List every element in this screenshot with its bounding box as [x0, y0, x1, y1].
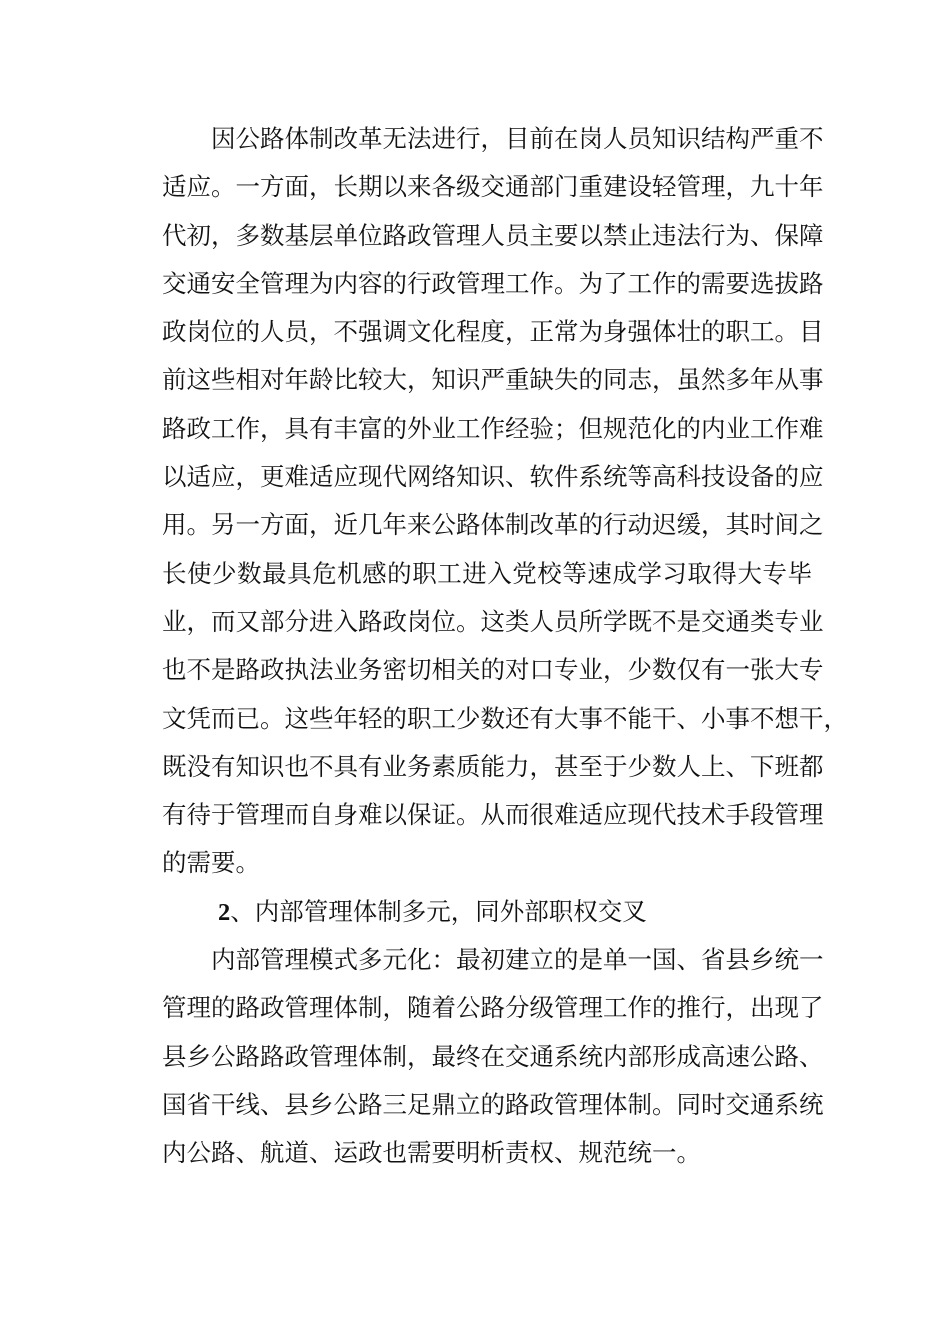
document-body [162, 115, 848, 1178]
paragraph-line: 既没有知识也不具有业务素质能力，甚至于少数人上、下班都 [162, 751, 824, 781]
paragraph-line: 内公路、航道、运政也需要明析责权、规范统一。 [162, 1138, 701, 1168]
paragraph-line: 管理的路政管理体制，随着公路分级管理工作的推行，出现了 [162, 993, 824, 1023]
paragraph-line: 的需要。 [162, 848, 260, 878]
paragraph-line: 因公路体制改革无法进行，目前在岗人员知识结构严重不 [211, 124, 824, 153]
paragraph-line: 以适应，更难适应现代网络知识、软件系统等高科技设备的应 [162, 462, 824, 492]
paragraph-line: 适应。一方面，长期以来各级交通部门重建设轻管理，九十年 [162, 172, 824, 202]
paragraph-line: 文凭而已。这些年轻的职工少数还有大事不能干、小事不想干， [162, 703, 848, 733]
paragraph-2 [162, 936, 824, 1177]
paragraph-line: 长使少数最具危机感的职工进入党校等速成学习取得大专毕 [162, 558, 812, 588]
section-heading [162, 888, 812, 936]
paragraph-line: 国省干线、县乡公路三足鼎立的路政管理体制。同时交通系统 [162, 1089, 824, 1119]
paragraph-line: 用。另一方面，近几年来公路体制改革的行动迟缓，其时间之 [162, 510, 824, 540]
paragraph-line: 前这些相对年龄比较大，知识严重缺失的同志，虽然多年从事 [162, 365, 824, 395]
paragraph-line: 有待于管理而自身难以保证。从而很难适应现代技术手段管理 [162, 800, 824, 830]
paragraph-line: 政岗位的人员，不强调文化程度，正常为身强体壮的职工。目 [162, 317, 824, 347]
paragraph-line: 交通安全管理为内容的行政管理工作。为了工作的需要选拔路 [162, 268, 824, 298]
paragraph-line: 内部管理模式多元化：最初建立的是单一国、省县乡统一 [211, 945, 824, 975]
paragraph-line: 代初，多数基层单位路政管理人员主要以禁止违法行为、保障 [162, 220, 824, 250]
paragraph-1 [162, 115, 848, 888]
section-heading-text: 、内部管理体制多元，同外部职权交叉 [230, 896, 647, 926]
paragraph-line: 县乡公路路政管理体制，最终在交通系统内部形成高速公路、 [162, 1041, 824, 1071]
section-heading-number: 2 [218, 898, 231, 926]
paragraph-line: 也不是路政执法业务密切相关的对口专业，少数仅有一张大专 [162, 655, 824, 685]
paragraph-line: 业，而又部分进入路政岗位。这类人员所学既不是交通类专业 [162, 606, 824, 636]
paragraph-line: 路政工作，具有丰富的外业工作经验；但规范化的内业工作难 [162, 413, 824, 443]
